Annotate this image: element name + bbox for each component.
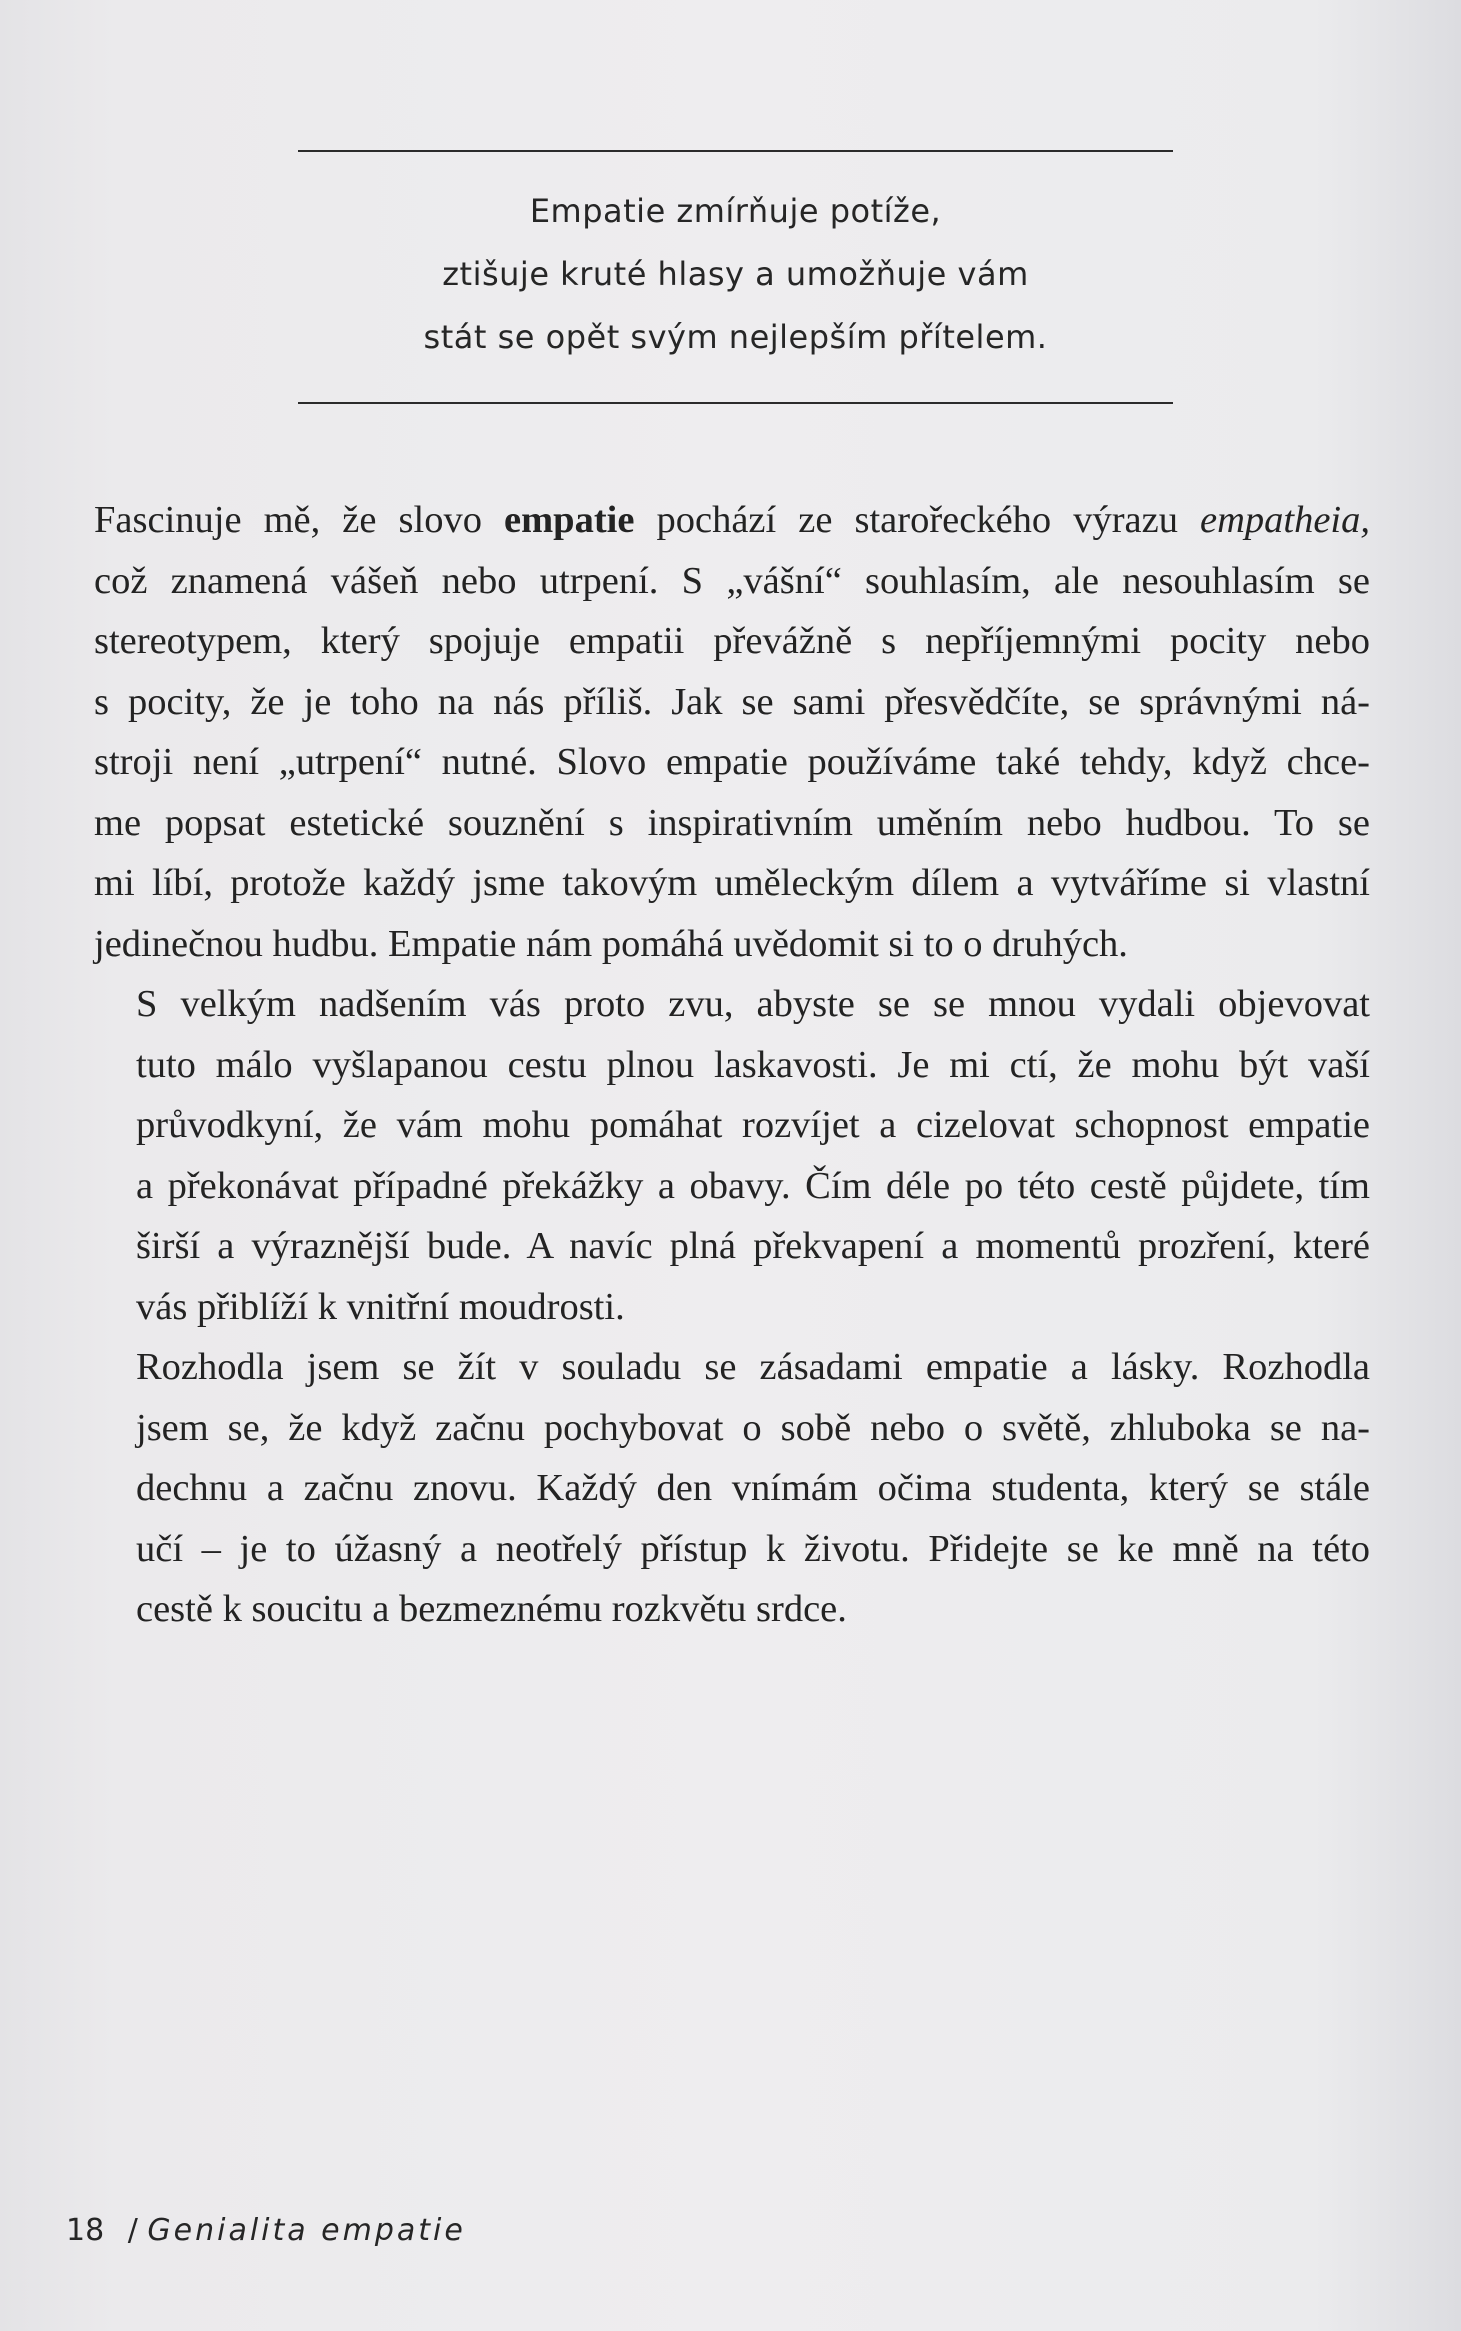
text-line: s pocity, že je toho na nás příliš. Jak se sami přesvědčíte, se správnými ná- (94, 680, 1370, 723)
pull-quote-line: ztišuje kruté hlasy a umožňuje vám (442, 255, 1029, 293)
body-text (94, 490, 1370, 1640)
quote-top-rule (298, 150, 1173, 152)
text-line: tuto málo vyšlapanou cestu plnou laskavosti. Je mi ctí, že mohu být vaší (136, 1043, 1370, 1086)
pull-quote (298, 180, 1173, 369)
pull-quote-line: Empatie zmírňuje potíže, (529, 192, 942, 230)
text-line: stereotypem, který spojuje empatii převážně s nepříjemnými pocity nebo (94, 620, 1370, 662)
text-line: širší a výraznější bude. A navíc plná překvapení a momentů prozření, které (136, 1225, 1370, 1267)
text-line: S velkým nadšením vás proto zvu, abyste se se mnou vydali objevovat (136, 983, 1370, 1025)
page-number: 18 (66, 2213, 105, 2248)
text-line: me popsat estetické souznění s inspirativním uměním nebo hudbou. To se (94, 801, 1370, 844)
emphasis-italic: empatheia, (1200, 499, 1370, 541)
paragraph (94, 974, 1370, 1337)
footer-separator: / (127, 2213, 138, 2248)
text-line: což znamená vášeň nebo utrpení. S „vášní“ souhlasím, ale nesouhlasím se (94, 559, 1370, 602)
text-line: vás přiblíží k vnitřní moudrosti. (136, 1285, 625, 1328)
text-line: a překonávat případné překážky a obavy. Čím déle po této cestě půjdete, tím (136, 1164, 1370, 1207)
running-title: Genialita empatie (147, 2213, 466, 2248)
text-line: učí – je to úžasný a neotřelý přístup k životu. Přidejte se ke mně na této (136, 1527, 1370, 1570)
page-footer (66, 2213, 466, 2248)
text-line: jedinečnou hudbu. Empatie nám pomáhá uvědomit si to o druhých. (94, 922, 1128, 965)
text-line: mi líbí, protože každý jsme takovým uměleckým dílem a vytváříme si vlastní (94, 862, 1370, 904)
paragraph (94, 1337, 1370, 1640)
text-line: Rozhodla jsem se žít v souladu se zásadami empatie a lásky. Rozhodla (136, 1346, 1370, 1388)
text-line: cestě k soucitu a bezmeznému rozkvětu srdce. (136, 1588, 847, 1630)
pull-quote-line: stát se opět svým nejlepším přítelem. (423, 318, 1048, 356)
text-line: stroji není „utrpení“ nutné. Slovo empatie používáme také tehdy, když chce- (94, 741, 1370, 783)
text-line: Fascinuje mě, že slovo empatie pochází ze starořeckého výrazu empatheia, (94, 499, 1370, 541)
text-line: průvodkyní, že vám mohu pomáhat rozvíjet a cizelovat schopnost empatie (136, 1104, 1370, 1146)
text-line: jsem se, že když začnu pochybovat o sobě nebo o světě, zhluboka se na- (136, 1406, 1370, 1449)
emphasis-bold: empatie (504, 499, 635, 541)
quote-bottom-rule (298, 402, 1173, 404)
paragraph (94, 490, 1370, 974)
text-line: dechnu a začnu znovu. Každý den vnímám očima studenta, který se stále (136, 1467, 1370, 1509)
